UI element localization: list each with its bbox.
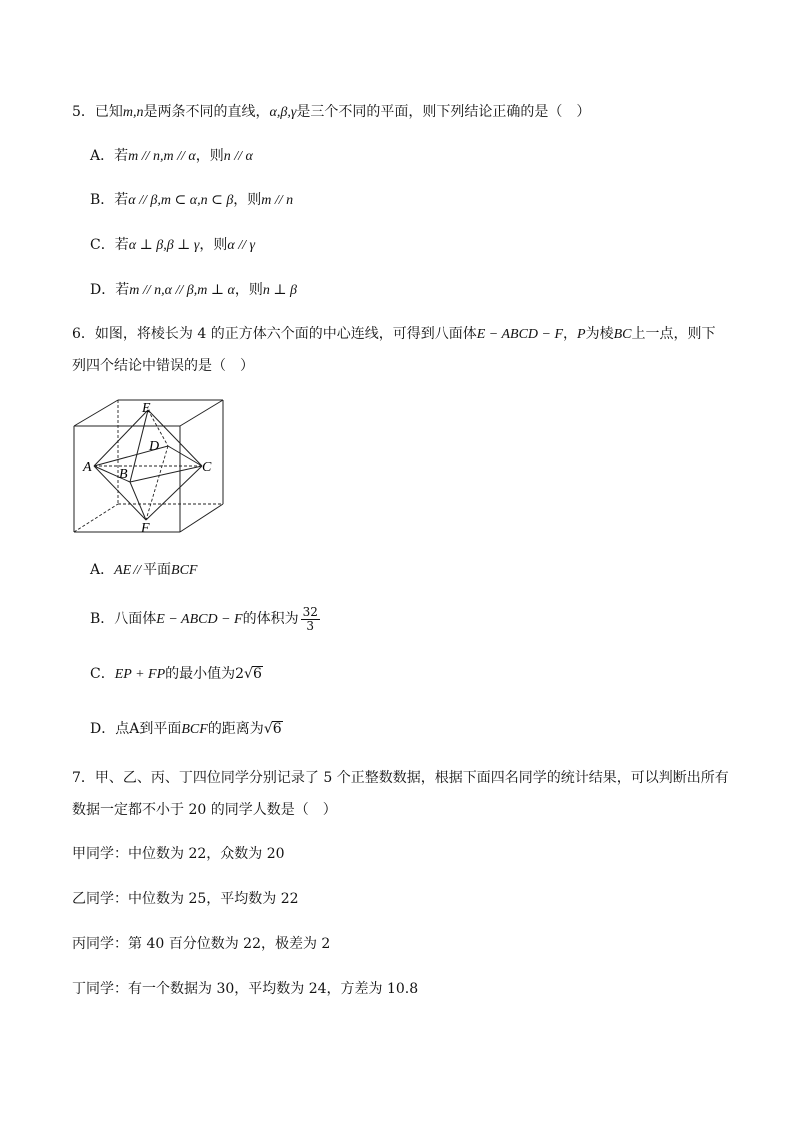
parallel-symbol: // xyxy=(133,563,142,578)
q7-statement-ding: 丁同学：有一个数据为 30，平均数为 24，方差为 10.8 xyxy=(72,981,419,997)
option-plane: BCF xyxy=(171,563,198,578)
q7-stem-line2: 数据一定都不小于 20 的同学人数是（ ） xyxy=(72,802,337,818)
option-label: B．八面体 xyxy=(90,611,157,627)
option-result: n // α xyxy=(223,149,253,164)
option-math: E − ABCD − F xyxy=(156,612,243,627)
q7-statement-jia: 甲同学：中位数为 22，众数为 20 xyxy=(72,846,285,862)
q5-option-d xyxy=(90,280,297,301)
octa-edge-bf xyxy=(130,482,146,520)
q5-option-b xyxy=(90,190,293,211)
q7-stem-line1: 7．甲、乙、丙、丁四位同学分别记录了 5 个正整数数据，根据下面四名同学的统计结果，可以判断出所有 xyxy=(72,770,729,786)
fraction-denominator: 3 xyxy=(306,618,315,633)
q5-stem-text: 已知 xyxy=(94,104,123,120)
option-text: ，则 xyxy=(234,282,263,298)
q5-option-a xyxy=(90,146,253,167)
option-label: A．若 xyxy=(90,148,129,164)
q5-stem-text: 是两条不同的直线， xyxy=(143,104,270,120)
q6-option-a xyxy=(90,560,197,581)
option-condition: α ⊥ β,β ⊥ γ xyxy=(128,238,200,253)
q5-stem-text: 是三个不同的平面，则下列结论正确的是（ ） xyxy=(296,104,591,120)
cube-hidden-edge xyxy=(74,504,118,532)
option-label: C．若 xyxy=(90,237,129,253)
option-text: 的体积为 xyxy=(242,611,299,627)
octa-edge-bc xyxy=(130,466,202,482)
option-text: 到平面 xyxy=(139,721,182,737)
option-result: α // γ xyxy=(227,238,256,253)
option-text: ，则 xyxy=(195,148,224,164)
option-result: m // n xyxy=(261,193,294,208)
q5-planes: α,β,γ xyxy=(269,105,297,120)
q6-option-b xyxy=(90,602,322,637)
option-point: A xyxy=(129,721,140,737)
option-text: 的最小值为 xyxy=(165,666,236,682)
sqrt-radicand: 6 xyxy=(252,666,262,682)
q7-statement-yi: 乙同学：中位数为 25，平均数为 22 xyxy=(72,891,299,907)
sqrt-coefficient: 2 xyxy=(235,666,245,682)
q6-stem-text: ， xyxy=(563,326,578,342)
q6-stem-text: 如图，将棱长为 4 的正方体六个面的中心连线，可得到八面体 xyxy=(94,326,477,342)
q5-number: 5． xyxy=(72,104,95,120)
option-label: D．点 xyxy=(90,721,130,737)
label-c: C xyxy=(202,460,212,475)
q6-point-p: P xyxy=(577,327,586,342)
label-b: B xyxy=(119,467,128,482)
q6-number: 6． xyxy=(72,326,95,342)
label-a: A xyxy=(83,460,92,475)
sqrt-symbol: √ xyxy=(263,721,273,737)
fraction-numerator: 32 xyxy=(302,604,318,619)
q7-statement-bing: 丙同学：第 40 百分位数为 22，极差为 2 xyxy=(72,936,331,952)
option-math: AE xyxy=(114,563,132,578)
option-label: B．若 xyxy=(90,192,129,208)
option-plane: BCF xyxy=(181,722,208,737)
q6-stem-line2: 列四个结论中错误的是（ ） xyxy=(72,358,254,374)
option-text: ，则 xyxy=(233,192,262,208)
cube-edge xyxy=(180,400,223,426)
option-text: ，则 xyxy=(199,237,228,253)
option-condition: m // n,m // α xyxy=(128,149,196,164)
label-f: F xyxy=(141,521,150,536)
volume-fraction xyxy=(301,606,320,633)
q6-octahedron: E − ABCD − F xyxy=(476,327,564,342)
q5-lines-mn: m,n xyxy=(122,105,144,120)
label-e: E xyxy=(142,401,151,416)
q6-option-c xyxy=(90,664,263,685)
option-label: C． xyxy=(90,666,115,682)
q6-edge-bc: BC xyxy=(613,327,632,342)
q6-stem-text: 上一点，则下 xyxy=(631,326,716,342)
option-label: A． xyxy=(90,562,115,578)
octahedron-in-cube-figure xyxy=(68,394,230,536)
q5-option-c xyxy=(90,235,255,256)
q6-stem-text: 为棱 xyxy=(585,326,614,342)
option-label: D．若 xyxy=(90,282,130,298)
option-math: EP + FP xyxy=(114,667,166,682)
octa-edge-ec xyxy=(148,410,202,466)
option-text: 的距离为 xyxy=(207,721,264,737)
sqrt-radicand: 6 xyxy=(272,721,282,737)
octa-edge-ea xyxy=(94,410,148,466)
option-result: n ⊥ β xyxy=(262,283,297,298)
option-text: 平面 xyxy=(143,562,172,578)
option-condition: m // n,α // β,m ⊥ α xyxy=(129,283,235,298)
cube-edge xyxy=(74,400,118,426)
q6-stem-line1 xyxy=(72,324,715,345)
q6-option-d xyxy=(90,719,283,740)
option-condition: α // β,m ⊂ α,n ⊂ β xyxy=(128,193,234,208)
octa-edge-eb xyxy=(130,410,148,482)
cube-edge xyxy=(180,504,223,532)
q5-stem xyxy=(72,102,590,123)
octa-edge-cf xyxy=(146,466,202,520)
sqrt-symbol: √ xyxy=(244,666,253,682)
label-d: D xyxy=(149,439,160,454)
